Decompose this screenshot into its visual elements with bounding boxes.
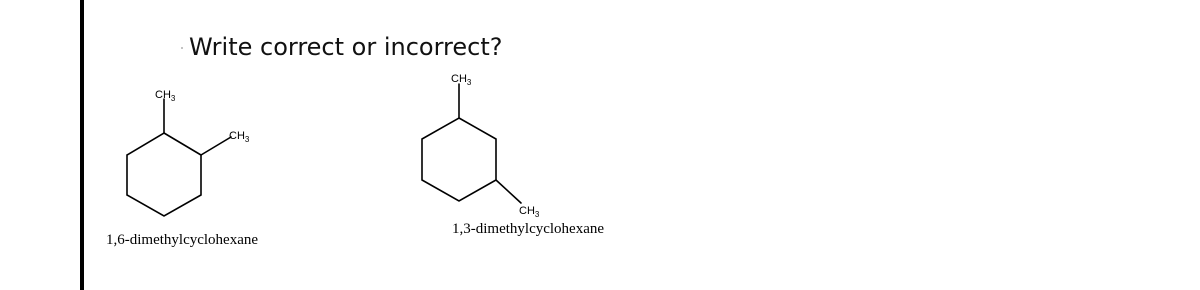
molecule-2-methyl-label-top: $CH_3$ — [451, 73, 472, 87]
molecule-1-name: 1,6-dimethylcyclohexane — [106, 232, 259, 248]
molecule-1-structure — [127, 89, 250, 216]
molecule-1-methyl-bond-right — [201, 137, 231, 155]
molecule-1-methyl-label-right: $CH_3$ — [229, 130, 250, 144]
molecule-2-ring — [422, 118, 496, 201]
molecule-2-methyl-label-bottom: $CH_3$ — [519, 205, 540, 219]
question-title: Write correct or incorrect? — [189, 33, 503, 61]
molecule-2-name: 1,3-dimethylcyclohexane — [452, 221, 605, 237]
molecule-1-ring — [127, 133, 201, 216]
molecule-2-structure — [422, 73, 540, 219]
molecule-2-methyl-bond-bottom — [496, 180, 521, 203]
molecule-1-methyl-label-top: $CH_3$ — [155, 89, 176, 103]
